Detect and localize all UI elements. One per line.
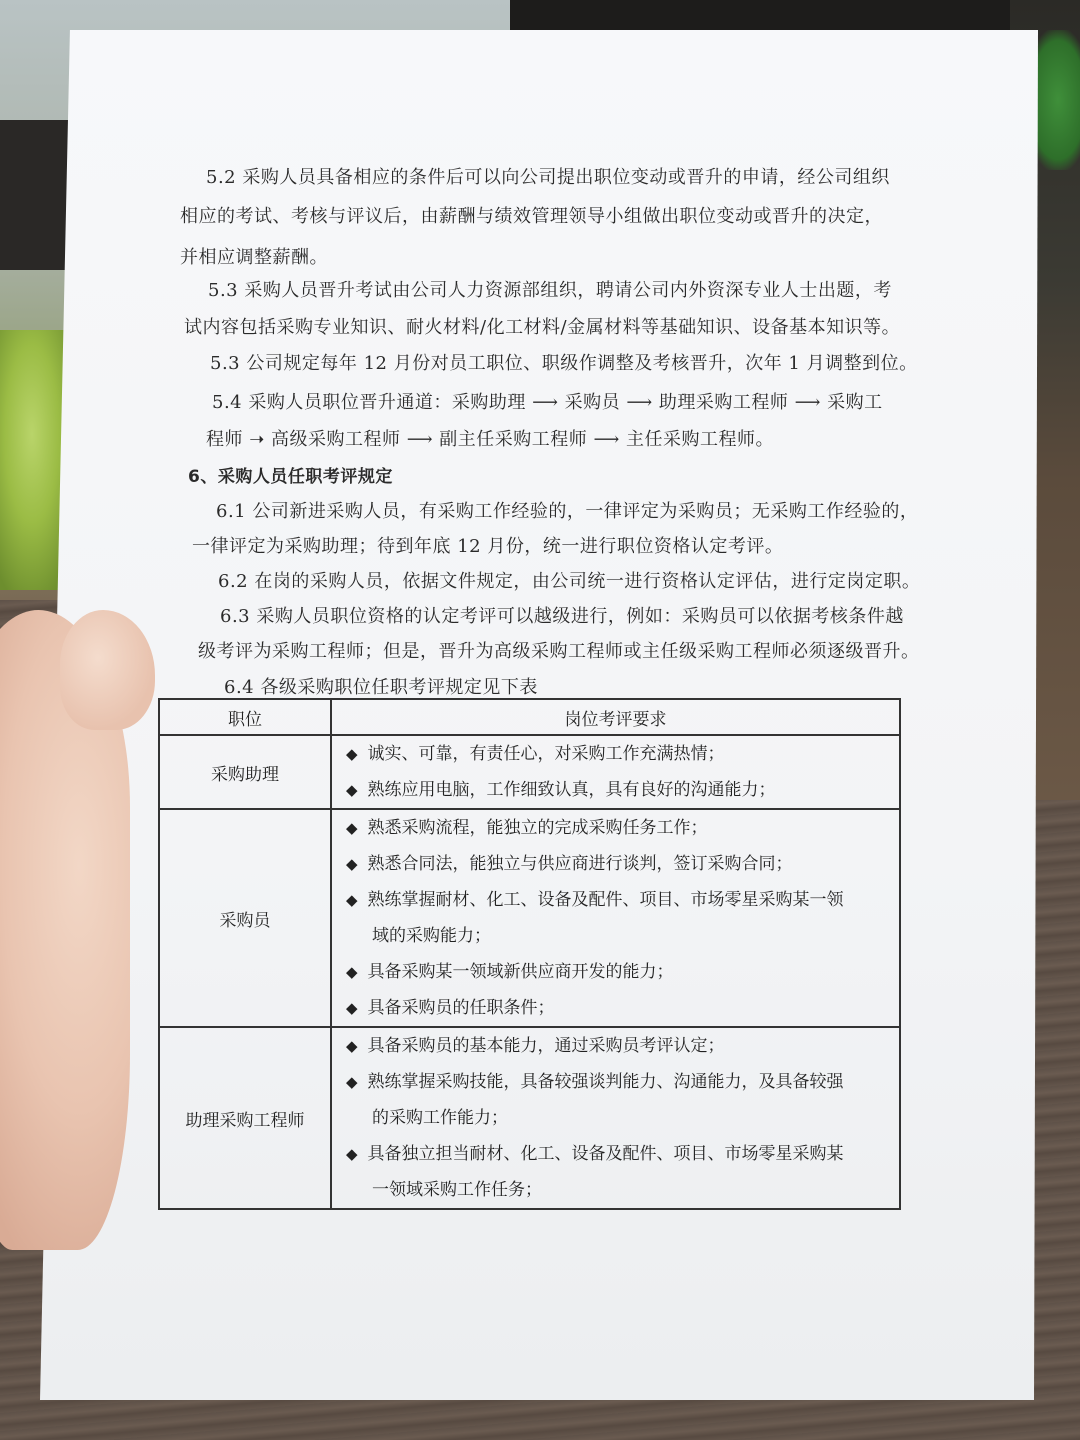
requirement-line (332, 736, 899, 772)
diamond-bullet-icon: ◆ (346, 781, 358, 799)
requirement-line (332, 990, 899, 1026)
para-5-2-line-1: 5.2 采购人员具备相应的条件后可以向公司提出职位变动或晋升的申请，经公司组织 (206, 167, 890, 188)
diamond-bullet-icon: ◆ (346, 819, 358, 837)
para-5-3a-line-1: 5.3 采购人员晋升考试由公司人力资源部组织，聘请公司内外资深专业人士出题，考 (208, 280, 892, 301)
requirement-text: 熟悉采购流程，能独立的完成采购任务工作； (367, 818, 708, 838)
para-5-2-line-3: 并相应调整薪酬。 (180, 247, 328, 268)
diamond-bullet-icon: ◆ (346, 1037, 358, 1055)
para-6-1-line-1: 6.1 公司新进采购人员，有采购工作经验的，一律评定为采购员；无采购工作经验的， (216, 501, 919, 522)
requirement-line (332, 954, 899, 990)
header-position: 职位 (159, 699, 331, 735)
table-row (159, 1027, 900, 1209)
window-frame (0, 120, 75, 270)
requirement-text: 熟练应用电脑，工作细致认真，具有良好的沟通能力； (367, 780, 776, 800)
para-5-4-line-1: 5.4 采购人员职位晋升通道：采购助理 ⟶ 采购员 ⟶ 助理采购工程师 ⟶ 采购工 (212, 392, 883, 413)
requirement-line (332, 1136, 899, 1172)
requirement-text: 具备采购员的任职条件； (367, 998, 555, 1018)
table-body (159, 735, 900, 1209)
background-object (510, 0, 1080, 32)
requirement-line (332, 1028, 899, 1064)
requirements-cell (331, 1027, 900, 1209)
para-5-3b-line-1: 5.3 公司规定每年 12 月份对员工职位、职级作调整及考核晋升，次年 1 月调整到位。 (210, 353, 918, 374)
requirement-line (332, 1064, 899, 1100)
requirement-text: 熟练掌握采购技能，具备较强谈判能力、沟通能力，及具备较强 (367, 1072, 844, 1092)
requirement-text: 具备独立担当耐材、化工、设备及配件、项目、市场零星采购某 (367, 1144, 844, 1164)
requirement-line (332, 882, 899, 918)
position-cell: 采购员 (159, 809, 331, 1027)
requirement-line (332, 810, 899, 846)
requirements-table (158, 698, 901, 1210)
table-header-row (159, 699, 900, 735)
requirements-cell (331, 809, 900, 1027)
requirement-text: 域的采购能力； (372, 926, 491, 946)
diamond-bullet-icon: ◆ (346, 1145, 358, 1163)
diamond-bullet-icon: ◆ (346, 963, 358, 981)
para-6-3-line-2: 级考评为采购工程师；但是，晋升为高级采购工程师或主任级采购工程师必须逐级晋升。 (198, 641, 920, 662)
para-5-3a-line-2: 试内容包括采购专业知识、耐火材料/化工材料/金属材料等基础知识、设备基本知识等。 (184, 317, 901, 338)
para-6-1-line-2: 一律评定为采购助理；待到年底 12 月份，统一进行职位资格认定考评。 (192, 536, 784, 557)
para-5-4-line-2: 程师 ➝ 高级采购工程师 ⟶ 副主任采购工程师 ⟶ 主任采购工程师。 (206, 429, 775, 450)
position-cell: 助理采购工程师 (159, 1027, 331, 1209)
requirement-line (332, 772, 899, 808)
requirement-text: 诚实、可靠，有责任心，对采购工作充满热情； (367, 744, 725, 764)
diamond-bullet-icon: ◆ (346, 745, 358, 763)
para-6-4-line-1: 6.4 各级采购职位任职考评规定见下表 (224, 677, 538, 698)
diamond-bullet-icon: ◆ (346, 891, 358, 909)
table-row (159, 809, 900, 1027)
table-row (159, 735, 900, 809)
diamond-bullet-icon: ◆ (346, 999, 358, 1017)
requirement-line (332, 846, 899, 882)
para-6-2-line-1: 6.2 在岗的采购人员，依据文件规定，由公司统一进行资格认定评估，进行定岗定职。 (218, 571, 921, 592)
requirement-line (332, 918, 899, 954)
requirement-line (332, 1100, 899, 1136)
requirement-line (332, 1172, 899, 1208)
section-6-heading: 6、采购人员任职考评规定 (188, 467, 393, 487)
requirements-cell (331, 735, 900, 809)
para-5-2-line-2: 相应的考试、考核与评议后，由薪酬与绩效管理领导小组做出职位变动或晋升的决定， (180, 206, 883, 227)
requirement-text: 熟练掌握耐材、化工、设备及配件、项目、市场零星采购某一领 (367, 890, 844, 910)
requirement-text: 具备采购员的基本能力，通过采购员考评认定； (367, 1036, 725, 1056)
requirement-text: 熟悉合同法，能独立与供应商进行谈判，签订采购合同； (367, 854, 793, 874)
position-cell: 采购助理 (159, 735, 331, 809)
para-6-3-line-1: 6.3 采购人员职位资格的认定考评可以越级进行，例如：采购员可以依据考核条件越 (220, 606, 904, 627)
requirement-text: 具备采购某一领域新供应商开发的能力； (367, 962, 674, 982)
header-requirements: 岗位考评要求 (331, 699, 900, 735)
diamond-bullet-icon: ◆ (346, 1073, 358, 1091)
requirement-text: 一领域采购工作任务； (372, 1180, 542, 1200)
requirement-text: 的采购工作能力； (372, 1108, 508, 1128)
diamond-bullet-icon: ◆ (346, 855, 358, 873)
